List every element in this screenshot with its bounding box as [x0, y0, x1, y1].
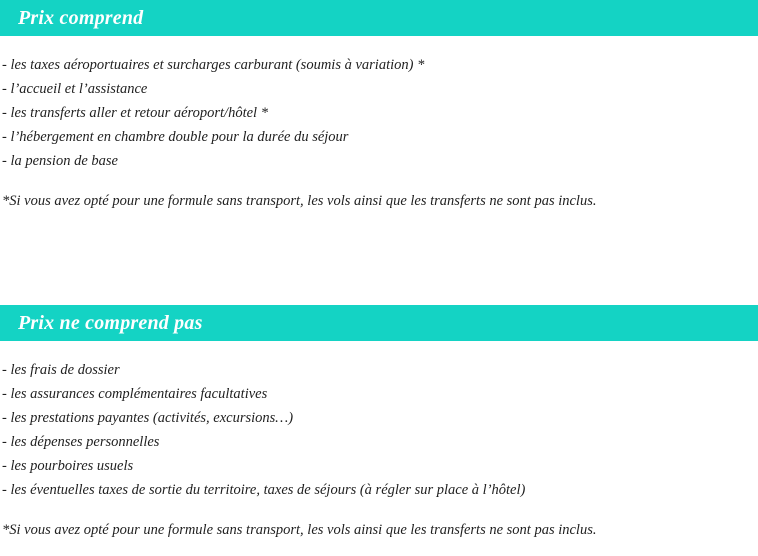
list-item: - les dépenses personnelles	[2, 433, 160, 450]
section-price-excluded	[0, 305, 758, 542]
section-body-price-included	[0, 53, 758, 305]
list-item: - l’hébergement en chambre double pour la durée du séjour	[2, 129, 349, 145]
section-header-price-included	[0, 0, 758, 36]
list-item: - les taxes aéroportuaires et surcharges carburant (soumis à variation) *	[2, 57, 425, 73]
section-title: Prix ne comprend pas	[18, 311, 203, 334]
list-item: - les pourboires usuels	[2, 457, 134, 474]
list-item: - les transferts aller et retour aéroport/hôtel *	[2, 105, 268, 121]
section-spacer	[2, 228, 758, 305]
excluded-list	[2, 358, 758, 502]
section-header-price-excluded	[0, 305, 758, 341]
list-item: - l’accueil et l’assistance	[2, 81, 148, 97]
included-list	[2, 53, 758, 173]
list-item: - les assurances complémentaires facultatives	[2, 385, 268, 402]
section-body-price-excluded	[0, 358, 758, 542]
included-footnote: *Si vous avez opté pour une formule sans transport, les vols ainsi que les transferts ne sont pas inclus.	[2, 193, 597, 209]
list-item: - la pension de base	[2, 153, 118, 169]
list-item: - les éventuelles taxes de sortie du territoire, taxes de séjours (à régler sur place à l’hôtel)	[2, 481, 526, 498]
excluded-footnote: *Si vous avez opté pour une formule sans transport, les vols ainsi que les transferts ne sont pas inclus.	[2, 521, 597, 538]
section-title: Prix comprend	[18, 7, 144, 29]
list-item: - les frais de dossier	[2, 361, 120, 378]
list-item: - les prestations payantes (activités, excursions…)	[2, 409, 294, 426]
